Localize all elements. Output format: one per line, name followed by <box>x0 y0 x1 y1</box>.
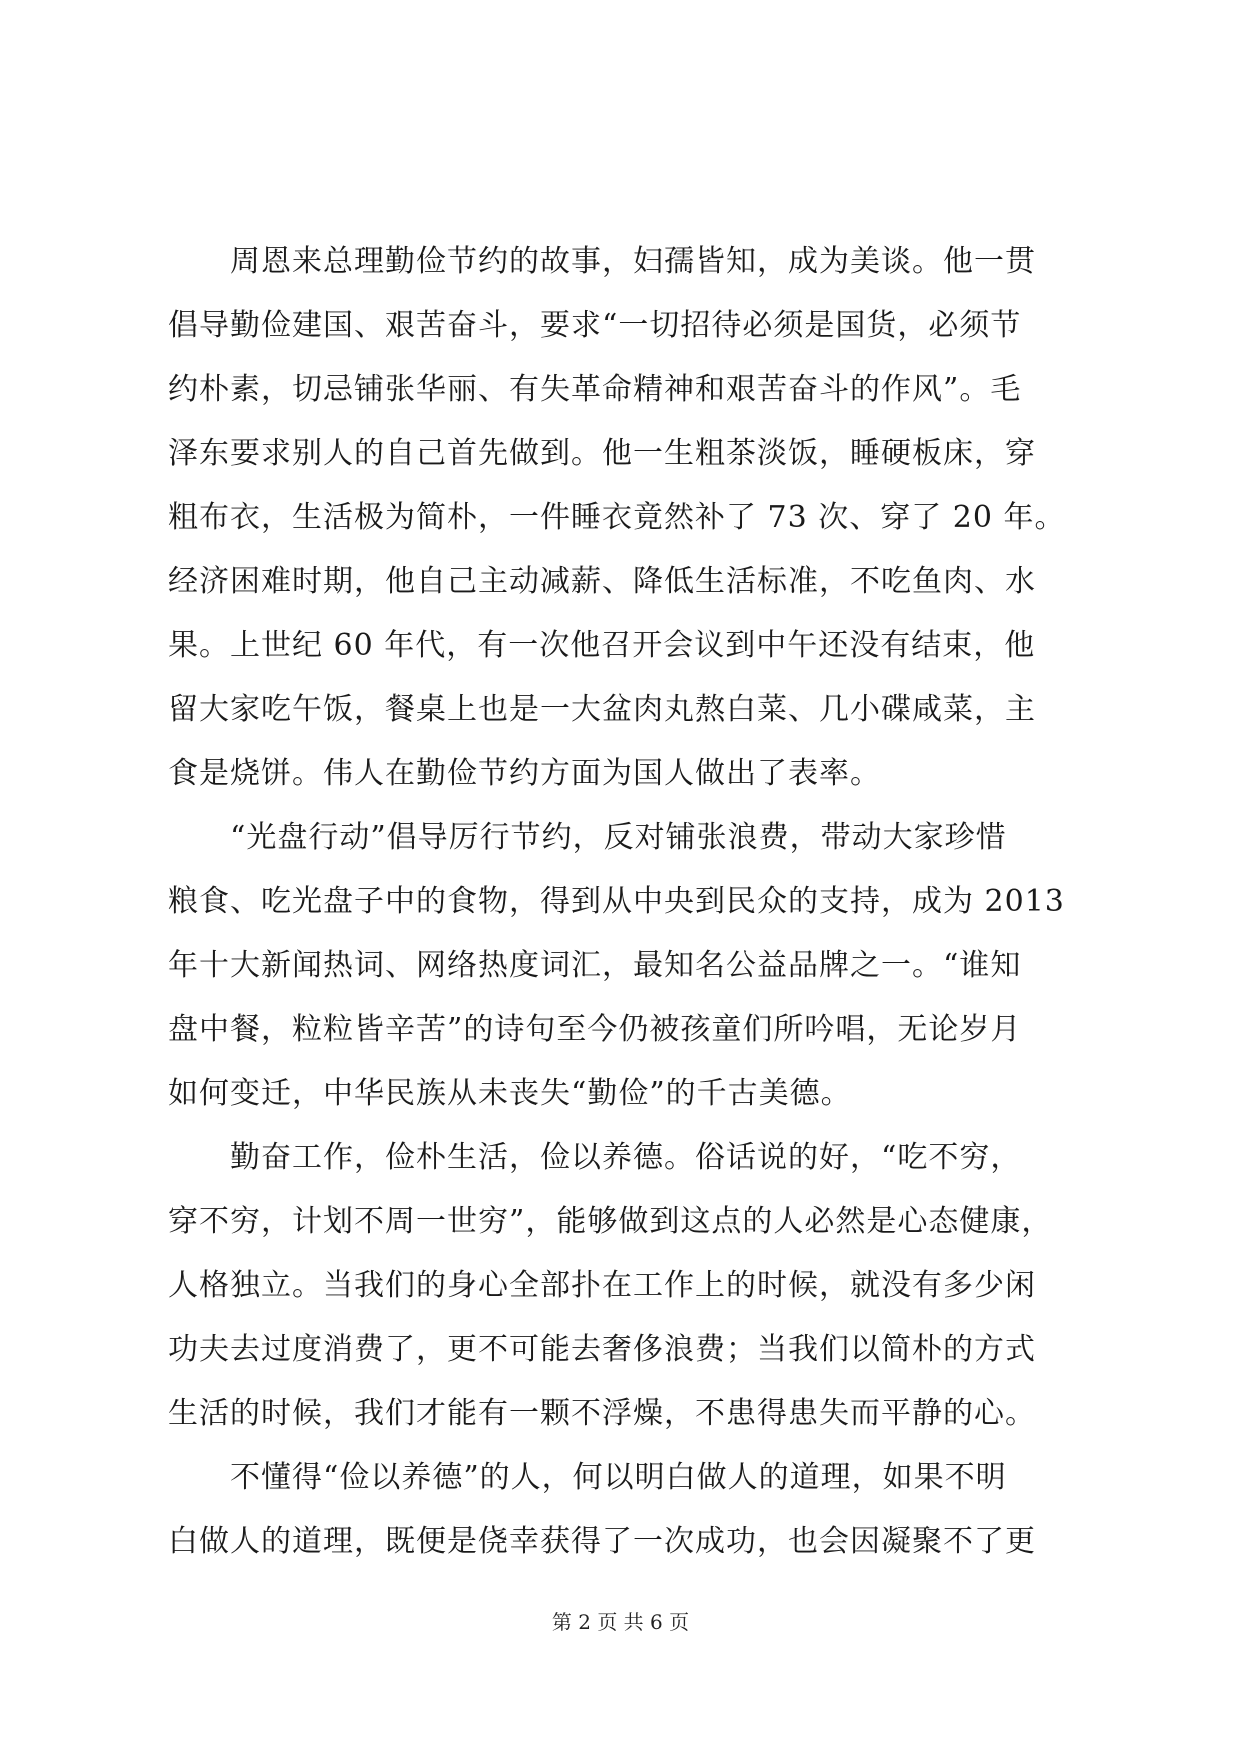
text-line: “光盘行动”倡导厉行节约，反对铺张浪费，带动大家珍惜 <box>230 820 1007 855</box>
page-footer: 第 2 页 共 6 页 <box>551 1610 690 1634</box>
text-line: 食是烧饼。伟人在勤俭节约方面为国人做出了表率。 <box>168 756 881 791</box>
text-line: 人格独立。当我们的身心全部扑在工作上的时候，就没有多少闲 <box>168 1268 1036 1303</box>
text-line: 留大家吃午饭，餐桌上也是一大盆肉丸熬白菜、几小碟咸菜，主 <box>168 692 1036 727</box>
text-line: 穿不穷，计划不周一世穷”，能够做到这点的人必然是心态健康， <box>168 1204 1053 1239</box>
text-line: 果。上世纪 60 年代，有一次他召开会议到中午还没有结束，他 <box>168 628 1036 663</box>
text-line: 倡导勤俭建国、艰苦奋斗，要求“一切招待必须是国货，必须节 <box>168 308 1022 343</box>
text-line: 盘中餐，粒粒皆辛苦”的诗句至今仍被孩童们所吟唱，无论岁月 <box>168 1012 1022 1047</box>
text-line: 粗布衣，生活极为简朴，一件睡衣竟然补了 73 次、穿了 20 年。 <box>168 500 1066 535</box>
text-line: 约朴素，切忌铺张华丽、有失革命精神和艰苦奋斗的作风”。毛 <box>168 372 1022 407</box>
text-line: 周恩来总理勤俭节约的故事，妇孺皆知，成为美谈。他一贯 <box>230 244 1036 279</box>
text-line: 勤奋工作，俭朴生活，俭以养德。俗话说的好，“吃不穷， <box>230 1140 1022 1175</box>
text-line: 年十大新闻热词、网络热度词汇，最知名公益品牌之一。“谁知 <box>168 948 1022 983</box>
text-line: 粮食、吃光盘子中的食物，得到从中央到民众的支持，成为 2013 <box>168 884 1065 919</box>
body-text <box>168 230 1080 1574</box>
text-line: 生活的时候，我们才能有一颗不浮燥，不患得患失而平静的心。 <box>168 1396 1036 1431</box>
text-line: 功夫去过度消费了，更不可能去奢侈浪费；当我们以简朴的方式 <box>168 1332 1036 1367</box>
text-line: 不懂得“俭以养德”的人，何以明白做人的道理，如果不明 <box>230 1460 1007 1495</box>
text-line: 如何变迁，中华民族从未丧失“勤俭”的千古美德。 <box>168 1076 852 1111</box>
text-line: 经济困难时期，他自己主动减薪、降低生活标准，不吃鱼肉、水 <box>168 564 1036 599</box>
text-line: 白做人的道理，既便是侥幸获得了一次成功，也会因凝聚不了更 <box>168 1524 1036 1559</box>
text-line: 泽东要求别人的自己首先做到。他一生粗茶淡饭，睡硬板床，穿 <box>168 436 1036 471</box>
